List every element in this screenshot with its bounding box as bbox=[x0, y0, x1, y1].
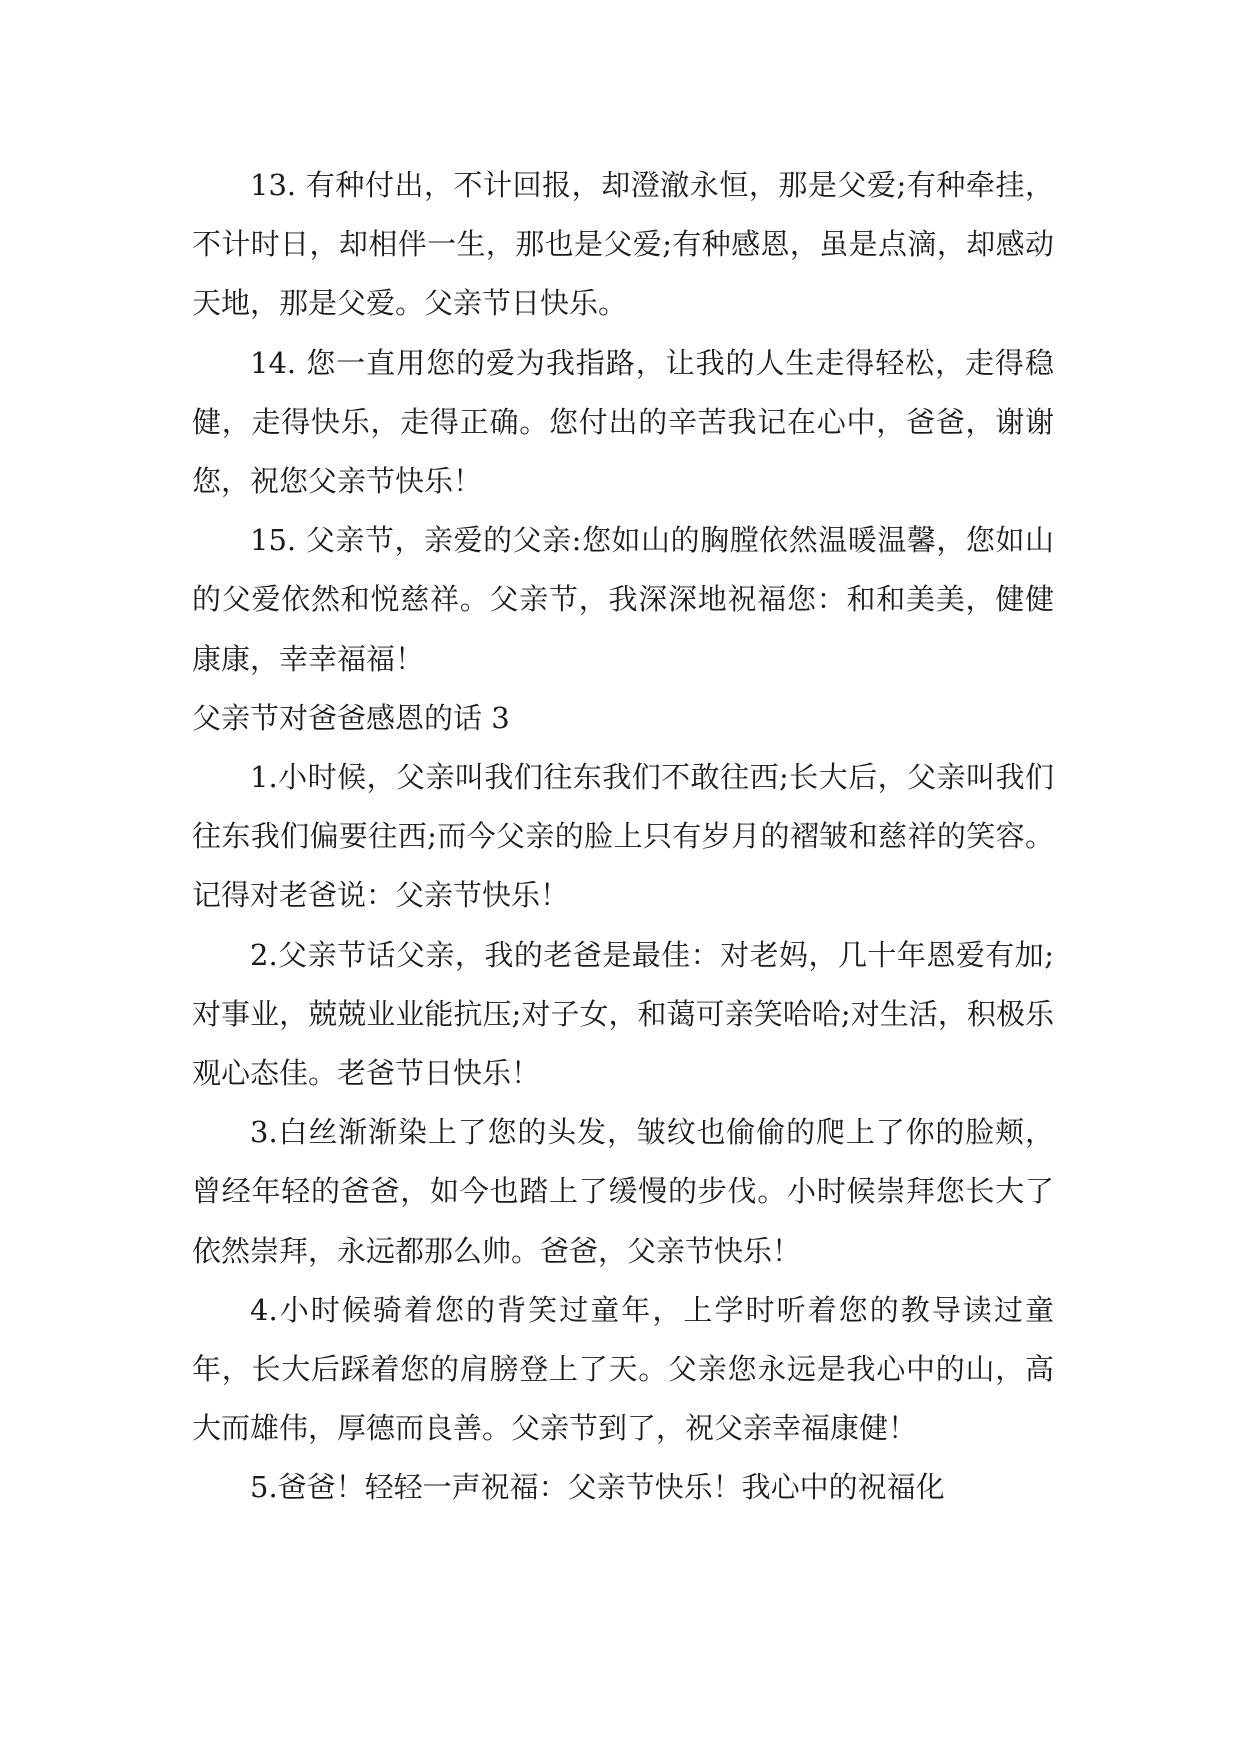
paragraph-item-14: 14. 您一直用您的爱为我指路，让我的人生走得轻松，走得稳健，走得快乐，走得正确。您付出的辛苦我记在心中，爸爸，谢谢您，祝您父亲节快乐！ bbox=[192, 345, 1054, 499]
paragraph-item-1: 1.小时候，父亲叫我们往东我们不敢往西;长大后，父亲叫我们往东我们偏要往西;而今父亲的脸上只有岁月的褶皱和慈祥的笑容。记得对老爸说：父亲节快乐！ bbox=[192, 760, 1054, 913]
paragraph-item-2: 2.父亲节话父亲，我的老爸是最佳：对老妈，几十年恩爱有加;对事业，兢兢业业能抗压;对子女，和蔼可亲笑哈哈;对生活，积极乐观心态佳。老爸节日快乐！ bbox=[192, 937, 1054, 1091]
paragraph-item-13: 13. 有种付出，不计回报，却澄澈永恒，那是父爱;有种牵挂，不计时日，却相伴一生，那也是父爱;有种感恩，虽是点滴，却感动天地，那是父爱。父亲节日快乐。 bbox=[192, 168, 1054, 321]
paragraph-item-4: 4.小时候骑着您的背笑过童年，上学时听着您的教导读过童年，长大后踩着您的肩膀登上了天。父亲您永远是我心中的山，高大而雄伟，厚德而良善。父亲节到了，祝父亲幸福康健！ bbox=[192, 1292, 1054, 1446]
section-heading: 父亲节对爸爸感恩的话 3 bbox=[192, 700, 510, 735]
paragraph-item-15: 15. 父亲节，亲爱的父亲:您如山的胸膛依然温暖温馨，您如山的父爱依然和悦慈祥。父亲节，我深深地祝福您：和和美美，健健康康，幸幸福福！ bbox=[192, 523, 1054, 676]
paragraph-item-5: 5.爸爸！轻轻一声祝福：父亲节快乐！我心中的祝福化 bbox=[250, 1470, 945, 1505]
document-body bbox=[192, 156, 1054, 1518]
paragraph-item-3: 3.白丝渐渐染上了您的头发，皱纹也偷偷的爬上了你的脸颊，曾经年轻的爸爸，如今也踏上了缓慢的步伐。小时候崇拜您长大了依然崇拜，永远都那么帅。爸爸，父亲节快乐！ bbox=[192, 1115, 1054, 1268]
